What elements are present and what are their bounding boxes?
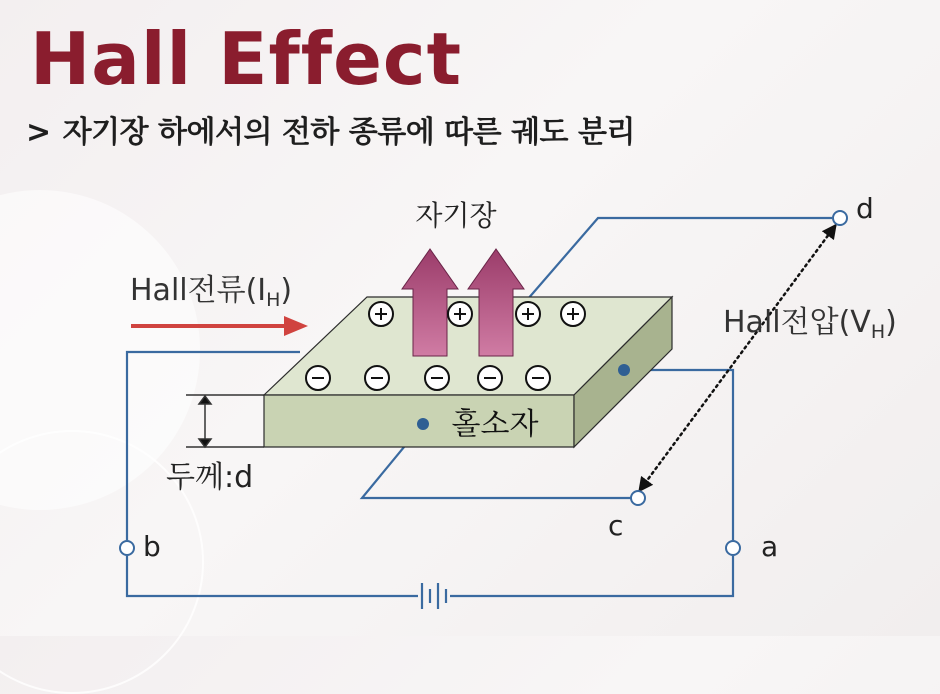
terminal-b — [120, 541, 134, 555]
magnetic-field-label: 자기장 — [415, 199, 497, 232]
negative-charge — [425, 366, 449, 390]
hall-current-arrow — [131, 316, 308, 336]
page-title: Hall Effect — [30, 17, 463, 101]
wire-top — [527, 218, 832, 300]
positive-charge — [448, 302, 472, 326]
negative-charge — [526, 366, 550, 390]
positive-charge — [369, 302, 393, 326]
terminal-d-label: d — [856, 192, 874, 225]
subtitle-marker: > — [26, 115, 51, 150]
subtitle-text: 자기장 하에서의 전하 종류에 따른 궤도 분리 — [62, 115, 635, 150]
contact-dot-front — [417, 418, 429, 430]
negative-charge — [365, 366, 389, 390]
terminal-c — [631, 491, 645, 505]
hall-voltage-label: Hall전압$(V_H)$ — [723, 305, 897, 343]
negative-charge — [478, 366, 502, 390]
thickness-bracket — [186, 395, 264, 447]
hall-current-label: Hall전류$(I_H)$ — [130, 273, 293, 311]
positive-charge — [561, 302, 585, 326]
thickness-label: 두께:d — [166, 460, 254, 495]
hall-element-label: 홀소자 — [451, 407, 539, 442]
contact-dot-side — [618, 364, 630, 376]
terminal-a-label: a — [761, 530, 779, 563]
terminal-d — [833, 211, 847, 225]
terminal-a — [726, 541, 740, 555]
hall-voltage-arrow — [640, 226, 835, 490]
battery-icon — [422, 583, 446, 609]
wire-right — [624, 370, 733, 540]
terminal-b-label: b — [143, 530, 161, 563]
positive-charge — [516, 302, 540, 326]
negative-charge — [306, 366, 330, 390]
terminal-c-label: c — [608, 509, 624, 542]
